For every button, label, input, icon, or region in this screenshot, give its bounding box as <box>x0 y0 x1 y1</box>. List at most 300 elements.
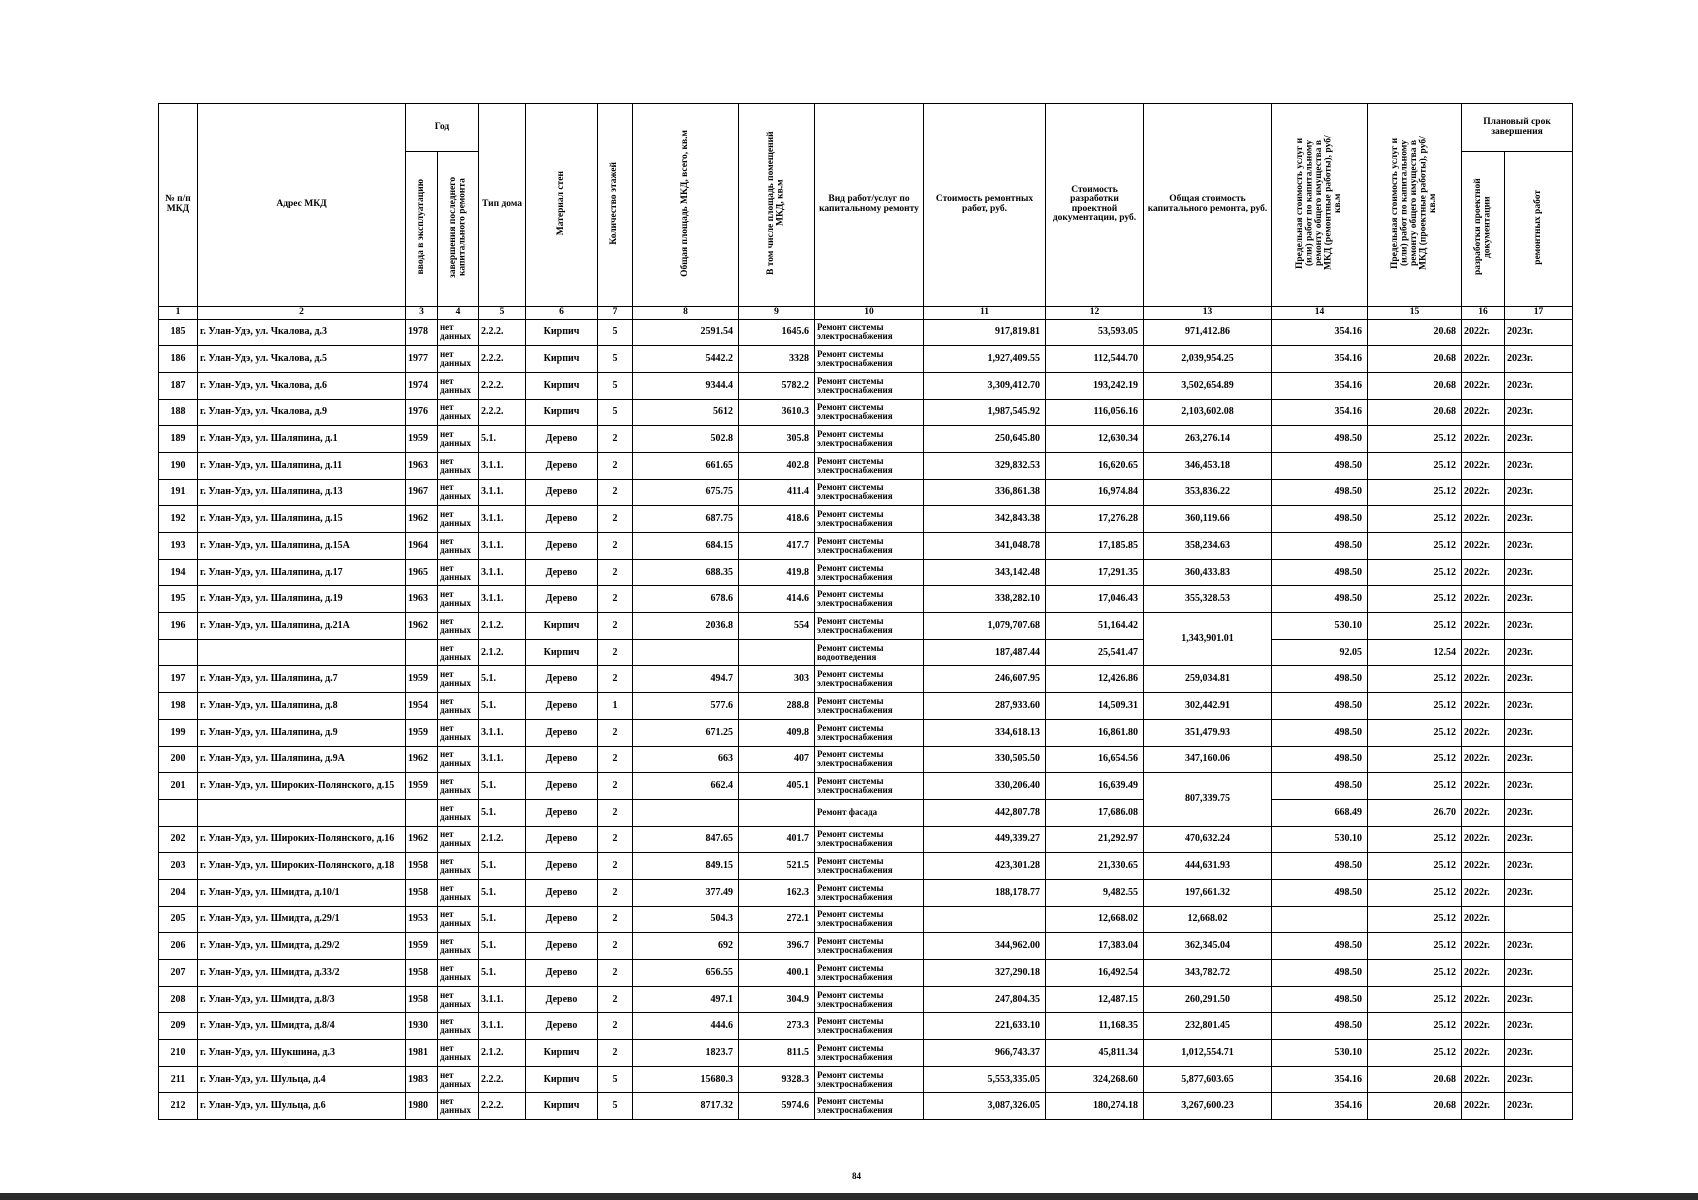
cell-limit-work: 498.50 <box>1272 986 1368 1013</box>
cell-last-repair: нет данных <box>438 613 479 640</box>
cell-total-cost: 259,034.81 <box>1144 666 1272 693</box>
cell-address: г. Улан-Удэ, ул. Шаляпина, д.19 <box>198 586 406 613</box>
cell-last-repair: нет данных <box>438 452 479 479</box>
cell-total-area <box>633 799 739 826</box>
cell-deadline-repair: 2023г. <box>1505 773 1573 800</box>
col-number: 14 <box>1272 306 1368 319</box>
cell-floors: 2 <box>598 559 633 586</box>
cell-limit-work: 498.50 <box>1272 586 1368 613</box>
cell-material: Дерево <box>526 773 598 800</box>
cell-floors: 2 <box>598 426 633 453</box>
cell-num: 201 <box>159 773 198 800</box>
cell-design-cost: 16,861.80 <box>1046 719 1144 746</box>
table-row <box>159 1040 1573 1067</box>
cell-house-type: 5.1. <box>479 933 526 960</box>
page-number: 84 <box>852 1171 861 1181</box>
cell-design-cost: 12,630.34 <box>1046 426 1144 453</box>
cell-limit-design: 25.12 <box>1368 960 1462 987</box>
col-header-address: Адрес МКД <box>198 104 406 307</box>
cell-deadline-repair: 2023г. <box>1505 746 1573 773</box>
cell-floors: 2 <box>598 586 633 613</box>
cell-deadline-design: 2022г. <box>1462 1040 1505 1067</box>
cell-material: Кирпич <box>526 613 598 640</box>
cell-work-type: Ремонт системы электроснабжения <box>815 506 924 533</box>
cell-total-area: 849.15 <box>633 853 739 880</box>
col-header-total-area: Общая площадь МКД, всего, кв.м <box>633 104 739 307</box>
cell-work-type: Ремонт системы электроснабжения <box>815 906 924 933</box>
cell-total-cost: 362,345.04 <box>1144 933 1272 960</box>
cell-design-cost: 51,164.42 <box>1046 613 1144 640</box>
cell-premises-area: 5974.6 <box>739 1093 815 1120</box>
cell-work-type: Ремонт системы электроснабжения <box>815 693 924 720</box>
col-number: 7 <box>598 306 633 319</box>
cell-address: г. Улан-Удэ, ул. Шаляпина, д.21А <box>198 613 406 640</box>
cell-num: 205 <box>159 906 198 933</box>
col-number: 8 <box>633 306 739 319</box>
cell-last-repair: нет данных <box>438 799 479 826</box>
cell-limit-work: 530.10 <box>1272 1040 1368 1067</box>
cell-total-area: 684.15 <box>633 533 739 560</box>
cell-premises-area <box>739 639 815 666</box>
cell-limit-design: 20.68 <box>1368 1066 1462 1093</box>
cell-num: 185 <box>159 319 198 346</box>
cell-limit-design: 25.12 <box>1368 559 1462 586</box>
cell-num: 207 <box>159 960 198 987</box>
cell-deadline-design: 2022г. <box>1462 452 1505 479</box>
cell-total-area: 444.6 <box>633 1013 739 1040</box>
cell-address: г. Улан-Удэ, ул. Шмидта, д.10/1 <box>198 879 406 906</box>
table-row <box>159 346 1573 373</box>
cell-total-cost: 5,877,603.65 <box>1144 1066 1272 1093</box>
cell-premises-area: 811.5 <box>739 1040 815 1067</box>
cell-limit-design: 25.12 <box>1368 693 1462 720</box>
cell-address: г. Улан-Удэ, ул. Шмидта, д.8/4 <box>198 1013 406 1040</box>
cell-num: 196 <box>159 613 198 640</box>
cell-limit-design: 25.12 <box>1368 586 1462 613</box>
cell-total-area: 692 <box>633 933 739 960</box>
cell-material: Дерево <box>526 426 598 453</box>
cell-house-type: 5.1. <box>479 693 526 720</box>
cell-repair-cost: 917,819.81 <box>924 319 1046 346</box>
cell-total-cost: 260,291.50 <box>1144 986 1272 1013</box>
cell-total-area: 502.8 <box>633 426 739 453</box>
col-number: 10 <box>815 306 924 319</box>
cell-limit-design: 25.12 <box>1368 426 1462 453</box>
cell-premises-area: 409.8 <box>739 719 815 746</box>
cell-total-area <box>633 639 739 666</box>
cell-deadline-repair: 2023г. <box>1505 853 1573 880</box>
cell-last-repair: нет данных <box>438 719 479 746</box>
cell-num: 186 <box>159 346 198 373</box>
cell-deadline-design: 2022г. <box>1462 559 1505 586</box>
cell-limit-design: 25.12 <box>1368 933 1462 960</box>
cell-year: 1965 <box>406 559 438 586</box>
cell-limit-design: 25.12 <box>1368 746 1462 773</box>
cell-deadline-repair: 2023г. <box>1505 613 1573 640</box>
cell-deadline-repair: 2023г. <box>1505 346 1573 373</box>
cell-total-cost: 12,668.02 <box>1144 906 1272 933</box>
cell-limit-work <box>1272 906 1368 933</box>
cell-limit-design: 25.12 <box>1368 773 1462 800</box>
cell-limit-work: 354.16 <box>1272 319 1368 346</box>
cell-year: 1958 <box>406 879 438 906</box>
cell-floors: 2 <box>598 613 633 640</box>
cell-num: 189 <box>159 426 198 453</box>
cell-limit-work: 498.50 <box>1272 666 1368 693</box>
cell-limit-work: 498.50 <box>1272 479 1368 506</box>
cell-design-cost: 12,426.86 <box>1046 666 1144 693</box>
cell-design-cost: 116,056.16 <box>1046 399 1144 426</box>
cell-num: 212 <box>159 1093 198 1120</box>
cell-deadline-repair: 2023г. <box>1505 506 1573 533</box>
cell-material: Кирпич <box>526 346 598 373</box>
cell-deadline-design: 2022г. <box>1462 853 1505 880</box>
cell-total-area: 661.65 <box>633 452 739 479</box>
cell-num: 200 <box>159 746 198 773</box>
cell-design-cost: 21,330.65 <box>1046 853 1144 880</box>
cell-design-cost: 112,544.70 <box>1046 346 1144 373</box>
col-number: 2 <box>198 306 406 319</box>
cell-repair-cost: 343,142.48 <box>924 559 1046 586</box>
table-row <box>159 853 1573 880</box>
cell-material: Дерево <box>526 506 598 533</box>
cell-material: Дерево <box>526 933 598 960</box>
cell-total-cost: 2,039,954.25 <box>1144 346 1272 373</box>
cell-floors: 2 <box>598 933 633 960</box>
cell-repair-cost: 327,290.18 <box>924 960 1046 987</box>
cell-total-cost: 358,234.63 <box>1144 533 1272 560</box>
cell-address: г. Улан-Удэ, ул. Шульца, д.6 <box>198 1093 406 1120</box>
cell-total-area: 678.6 <box>633 586 739 613</box>
cell-last-repair: нет данных <box>438 906 479 933</box>
cell-limit-work: 498.50 <box>1272 853 1368 880</box>
cell-design-cost: 14,509.31 <box>1046 693 1144 720</box>
cell-limit-work: 354.16 <box>1272 346 1368 373</box>
table-row <box>159 960 1573 987</box>
cell-limit-work: 354.16 <box>1272 1066 1368 1093</box>
cell-year: 1981 <box>406 1040 438 1067</box>
cell-total-area: 1823.7 <box>633 1040 739 1067</box>
cell-design-cost: 12,668.02 <box>1046 906 1144 933</box>
cell-num <box>159 799 198 826</box>
cell-premises-area: 402.8 <box>739 452 815 479</box>
col-header-premises-area: В том числе площадь помещений МКД, кв.м <box>739 104 815 307</box>
cell-work-type: Ремонт системы электроснабжения <box>815 986 924 1013</box>
cell-deadline-repair: 2023г. <box>1505 1093 1573 1120</box>
cell-year: 1963 <box>406 452 438 479</box>
cell-deadline-design: 2022г. <box>1462 773 1505 800</box>
cell-limit-design: 20.68 <box>1368 346 1462 373</box>
cell-house-type: 3.1.1. <box>479 479 526 506</box>
cell-limit-design: 26.70 <box>1368 799 1462 826</box>
cell-address: г. Улан-Удэ, ул. Шульца, д.4 <box>198 1066 406 1093</box>
cell-last-repair: нет данных <box>438 746 479 773</box>
cell-premises-area: 3328 <box>739 346 815 373</box>
cell-total-cost: 1,343,901.01 <box>1144 613 1272 666</box>
cell-house-type: 3.1.1. <box>479 719 526 746</box>
cell-work-type: Ремонт системы электроснабжения <box>815 559 924 586</box>
cell-total-area: 847.65 <box>633 826 739 853</box>
cell-total-cost: 351,479.93 <box>1144 719 1272 746</box>
table-row <box>159 1093 1573 1120</box>
cell-floors: 5 <box>598 1066 633 1093</box>
cell-deadline-repair: 2023г. <box>1505 693 1573 720</box>
cell-floors: 2 <box>598 1040 633 1067</box>
col-header-repair-cost: Стоимость ремонтных работ, руб. <box>924 104 1046 307</box>
cell-total-cost: 360,433.83 <box>1144 559 1272 586</box>
cell-house-type: 2.2.2. <box>479 1066 526 1093</box>
cell-house-type: 5.1. <box>479 960 526 987</box>
cell-design-cost: 16,974.84 <box>1046 479 1144 506</box>
cell-year: 1967 <box>406 479 438 506</box>
cell-premises-area: 414.6 <box>739 586 815 613</box>
cell-design-cost: 16,654.56 <box>1046 746 1144 773</box>
cell-deadline-repair: 2023г. <box>1505 399 1573 426</box>
cell-last-repair: нет данных <box>438 826 479 853</box>
cell-last-repair: нет данных <box>438 426 479 453</box>
cell-work-type: Ремонт системы водоотведения <box>815 639 924 666</box>
cell-num: 199 <box>159 719 198 746</box>
cell-floors: 2 <box>598 1013 633 1040</box>
cell-premises-area: 401.7 <box>739 826 815 853</box>
cell-premises-area: 304.9 <box>739 986 815 1013</box>
table-row <box>159 799 1573 826</box>
cell-work-type: Ремонт системы электроснабжения <box>815 719 924 746</box>
cell-last-repair: нет данных <box>438 773 479 800</box>
cell-limit-work: 498.50 <box>1272 879 1368 906</box>
cell-material: Дерево <box>526 559 598 586</box>
cell-material: Кирпич <box>526 319 598 346</box>
cell-num: 206 <box>159 933 198 960</box>
cell-floors: 2 <box>598 960 633 987</box>
cell-year: 1958 <box>406 853 438 880</box>
cell-deadline-repair: 2023г. <box>1505 666 1573 693</box>
cell-deadline-design: 2022г. <box>1462 879 1505 906</box>
col-header-wall-material: Материал стен <box>526 104 598 307</box>
cell-deadline-repair: 2023г. <box>1505 639 1573 666</box>
cell-floors: 5 <box>598 372 633 399</box>
cell-limit-work: 92.05 <box>1272 639 1368 666</box>
cell-design-cost: 53,593.05 <box>1046 319 1144 346</box>
cell-floors: 2 <box>598 506 633 533</box>
cell-work-type: Ремонт системы электроснабжения <box>815 586 924 613</box>
cell-num: 192 <box>159 506 198 533</box>
cell-house-type: 3.1.1. <box>479 746 526 773</box>
cell-repair-cost: 1,079,707.68 <box>924 613 1046 640</box>
table-row <box>159 906 1573 933</box>
cell-floors: 2 <box>598 773 633 800</box>
cell-work-type: Ремонт системы электроснабжения <box>815 1066 924 1093</box>
table-row <box>159 666 1573 693</box>
cell-total-cost: 2,103,602.08 <box>1144 399 1272 426</box>
table-row <box>159 986 1573 1013</box>
cell-limit-work: 498.50 <box>1272 452 1368 479</box>
cell-limit-design: 20.68 <box>1368 372 1462 399</box>
cell-address: г. Улан-Удэ, ул. Широких-Полянского, д.18 <box>198 853 406 880</box>
cell-last-repair: нет данных <box>438 960 479 987</box>
cell-deadline-repair <box>1505 906 1573 933</box>
cell-address: г. Улан-Удэ, ул. Шаляпина, д.8 <box>198 693 406 720</box>
cell-design-cost: 16,492.54 <box>1046 960 1144 987</box>
cell-total-area: 671.25 <box>633 719 739 746</box>
cell-year <box>406 639 438 666</box>
cell-last-repair: нет данных <box>438 319 479 346</box>
col-number: 5 <box>479 306 526 319</box>
table-row <box>159 1066 1573 1093</box>
cell-deadline-design: 2022г. <box>1462 746 1505 773</box>
cell-deadline-design: 2022г. <box>1462 693 1505 720</box>
cell-total-cost: 360,119.66 <box>1144 506 1272 533</box>
cell-total-cost: 355,328.53 <box>1144 586 1272 613</box>
cell-work-type: Ремонт системы электроснабжения <box>815 533 924 560</box>
cell-material: Дерево <box>526 799 598 826</box>
cell-work-type: Ремонт системы электроснабжения <box>815 346 924 373</box>
cell-deadline-repair: 2023г. <box>1505 426 1573 453</box>
cell-total-area: 662.4 <box>633 773 739 800</box>
table-row <box>159 533 1573 560</box>
cell-num: 210 <box>159 1040 198 1067</box>
cell-address: г. Улан-Удэ, ул. Шаляпина, д.9А <box>198 746 406 773</box>
cell-repair-cost: 449,339.27 <box>924 826 1046 853</box>
cell-address: г. Улан-Удэ, ул. Шмидта, д.29/1 <box>198 906 406 933</box>
cell-limit-design: 25.12 <box>1368 533 1462 560</box>
cell-address: г. Улан-Удэ, ул. Широких-Полянского, д.15 <box>198 773 406 800</box>
cell-address: г. Улан-Удэ, ул. Шаляпина, д.11 <box>198 452 406 479</box>
col-header-limit-work: Предельная стоимость услуг и (или) работ по капитальному ремонту общего имущества в МКД (ремонтные работы), руб/кв.м <box>1272 104 1368 307</box>
cell-num: 190 <box>159 452 198 479</box>
cell-limit-work: 498.50 <box>1272 426 1368 453</box>
cell-last-repair: нет данных <box>438 986 479 1013</box>
cell-address: г. Улан-Удэ, ул. Шаляпина, д.15 <box>198 506 406 533</box>
cell-year: 1980 <box>406 1093 438 1120</box>
cell-limit-work: 530.10 <box>1272 613 1368 640</box>
cell-limit-work: 530.10 <box>1272 826 1368 853</box>
cell-deadline-design: 2022г. <box>1462 1093 1505 1120</box>
scan-bottom-edge <box>0 1193 1698 1200</box>
cell-limit-design: 12.54 <box>1368 639 1462 666</box>
col-header-design-cost: Стоимость разработки проектной документации, руб. <box>1046 104 1144 307</box>
cell-design-cost: 9,482.55 <box>1046 879 1144 906</box>
col-number: 16 <box>1462 306 1505 319</box>
cell-floors: 2 <box>598 986 633 1013</box>
cell-deadline-repair: 2023г. <box>1505 986 1573 1013</box>
cell-premises-area: 418.6 <box>739 506 815 533</box>
cell-address: г. Улан-Удэ, ул. Шаляпина, д.15А <box>198 533 406 560</box>
table-row <box>159 452 1573 479</box>
cell-premises-area: 3610.3 <box>739 399 815 426</box>
cell-limit-work: 498.50 <box>1272 506 1368 533</box>
cell-floors: 2 <box>598 746 633 773</box>
table-row <box>159 773 1573 800</box>
cell-deadline-design: 2022г. <box>1462 666 1505 693</box>
cell-deadline-design: 2022г. <box>1462 319 1505 346</box>
cell-total-area: 5442.2 <box>633 346 739 373</box>
cell-limit-design: 25.12 <box>1368 452 1462 479</box>
cell-design-cost: 17,185.85 <box>1046 533 1144 560</box>
cell-limit-design: 20.68 <box>1368 399 1462 426</box>
cell-total-area: 494.7 <box>633 666 739 693</box>
cell-repair-cost: 966,743.37 <box>924 1040 1046 1067</box>
cell-limit-work: 354.16 <box>1272 399 1368 426</box>
cell-last-repair: нет данных <box>438 1066 479 1093</box>
cell-repair-cost: 336,861.38 <box>924 479 1046 506</box>
cell-floors: 2 <box>598 666 633 693</box>
table-row <box>159 426 1573 453</box>
cell-material: Дерево <box>526 960 598 987</box>
cell-num: 194 <box>159 559 198 586</box>
cell-work-type: Ремонт системы электроснабжения <box>815 452 924 479</box>
cell-deadline-design: 2022г. <box>1462 719 1505 746</box>
cell-house-type: 2.2.2. <box>479 346 526 373</box>
cell-work-type: Ремонт системы электроснабжения <box>815 746 924 773</box>
cell-year: 1964 <box>406 533 438 560</box>
cell-year: 1962 <box>406 746 438 773</box>
table-row <box>159 586 1573 613</box>
cell-premises-area: 162.3 <box>739 879 815 906</box>
cell-work-type: Ремонт системы электроснабжения <box>815 826 924 853</box>
cell-limit-work: 668.49 <box>1272 799 1368 826</box>
cell-limit-work: 498.50 <box>1272 719 1368 746</box>
cell-total-cost: 302,442.91 <box>1144 693 1272 720</box>
cell-year: 1959 <box>406 933 438 960</box>
cell-house-type: 5.1. <box>479 906 526 933</box>
table-row <box>159 479 1573 506</box>
cell-num: 187 <box>159 372 198 399</box>
cell-year: 1953 <box>406 906 438 933</box>
cell-deadline-design: 2022г. <box>1462 933 1505 960</box>
cell-num: 202 <box>159 826 198 853</box>
cell-deadline-design: 2022г. <box>1462 506 1505 533</box>
cell-floors: 2 <box>598 879 633 906</box>
cell-premises-area: 554 <box>739 613 815 640</box>
cell-limit-design: 25.12 <box>1368 479 1462 506</box>
cell-house-type: 2.2.2. <box>479 399 526 426</box>
cell-house-type: 3.1.1. <box>479 586 526 613</box>
capital-repair-table <box>158 103 1573 1120</box>
cell-limit-work: 498.50 <box>1272 533 1368 560</box>
cell-limit-work: 498.50 <box>1272 1013 1368 1040</box>
cell-last-repair: нет данных <box>438 639 479 666</box>
cell-floors: 5 <box>598 346 633 373</box>
cell-floors: 5 <box>598 319 633 346</box>
cell-material: Кирпич <box>526 399 598 426</box>
cell-repair-cost: 287,933.60 <box>924 693 1046 720</box>
cell-address: г. Улан-Удэ, ул. Чкалова, д.6 <box>198 372 406 399</box>
cell-house-type: 5.1. <box>479 853 526 880</box>
cell-material: Дерево <box>526 452 598 479</box>
col-number: 6 <box>526 306 598 319</box>
cell-house-type: 2.1.2. <box>479 826 526 853</box>
cell-design-cost: 17,291.35 <box>1046 559 1144 586</box>
cell-design-cost: 17,383.04 <box>1046 933 1144 960</box>
cell-last-repair: нет данных <box>438 879 479 906</box>
cell-premises-area: 272.1 <box>739 906 815 933</box>
cell-deadline-repair: 2023г. <box>1505 586 1573 613</box>
cell-house-type: 3.1.1. <box>479 533 526 560</box>
col-number: 17 <box>1505 306 1573 319</box>
cell-design-cost: 17,686.08 <box>1046 799 1144 826</box>
col-header-year-last-repair: завершения последнего капитального ремонта <box>438 152 479 307</box>
cell-deadline-repair: 2023г. <box>1505 826 1573 853</box>
cell-total-area: 9344.4 <box>633 372 739 399</box>
table-row <box>159 1013 1573 1040</box>
cell-work-type: Ремонт системы электроснабжения <box>815 1013 924 1040</box>
col-number: 15 <box>1368 306 1462 319</box>
cell-deadline-repair: 2023г. <box>1505 1066 1573 1093</box>
cell-address: г. Улан-Удэ, ул. Чкалова, д.3 <box>198 319 406 346</box>
cell-limit-design: 25.12 <box>1368 853 1462 880</box>
cell-limit-design: 25.12 <box>1368 1013 1462 1040</box>
